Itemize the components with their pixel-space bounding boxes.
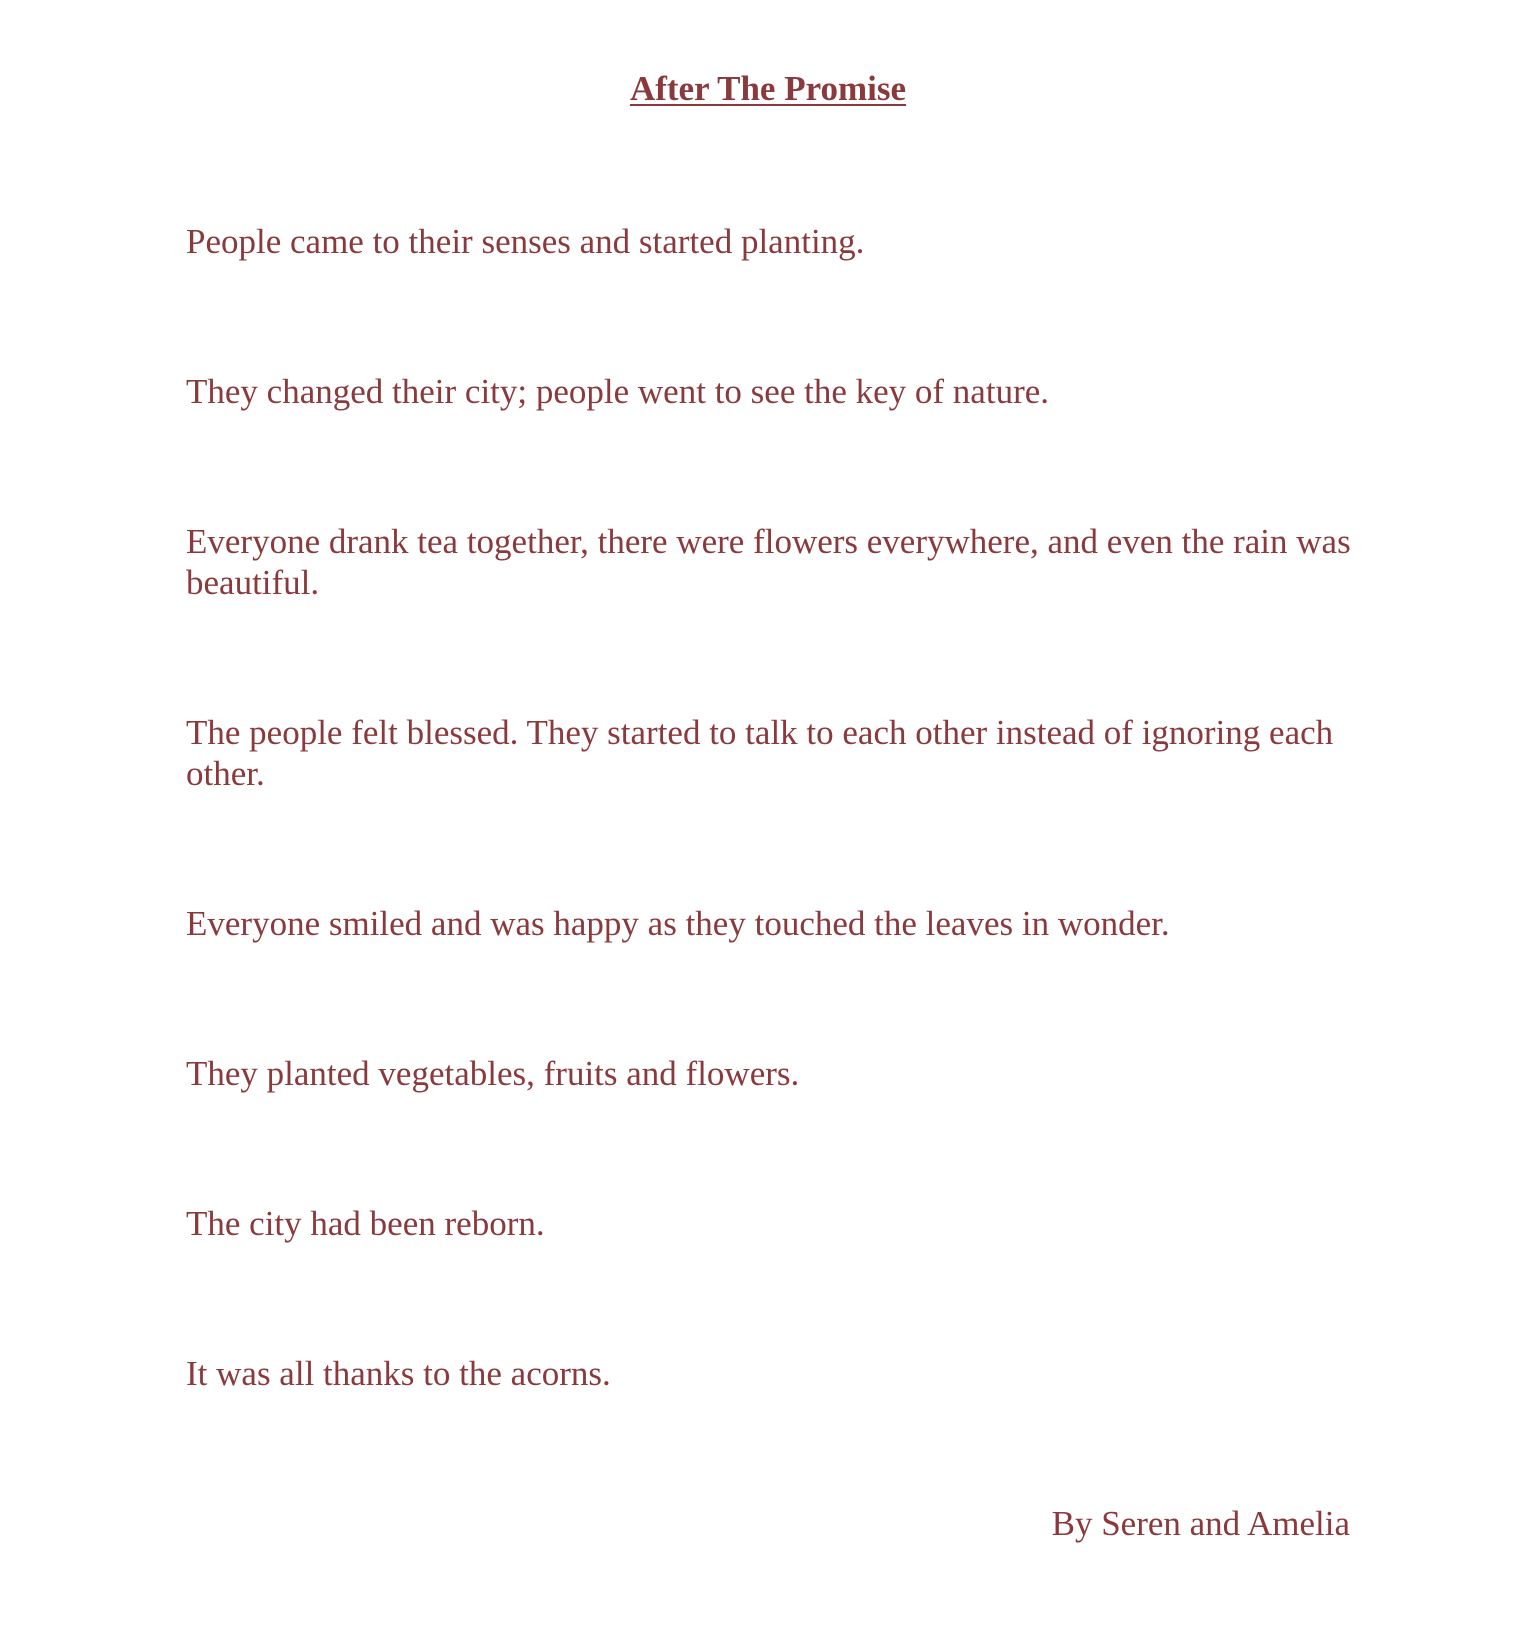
poem-line: They changed their city; people went to see the key of nature. [186, 372, 1050, 411]
poem-line: Everyone smiled and was happy as they touched the leaves in wonder. [186, 904, 1170, 943]
poem-line: The city had been reborn. [186, 1204, 545, 1243]
poem-line: It was all thanks to the acorns. [186, 1354, 611, 1393]
poem-line: Everyone drank tea together, there were flowers everywhere, and even the rain was beautiful. [186, 522, 1351, 602]
poem-line: They planted vegetables, fruits and flowers. [186, 1054, 800, 1093]
poem-title: After The Promise [629, 69, 907, 108]
poem-line: The people felt blessed. They started to talk to each other instead of ignoring each other. [186, 713, 1334, 793]
poem-line: People came to their senses and started planting. [186, 222, 865, 261]
author-byline: By Seren and Amelia [1051, 1504, 1350, 1543]
